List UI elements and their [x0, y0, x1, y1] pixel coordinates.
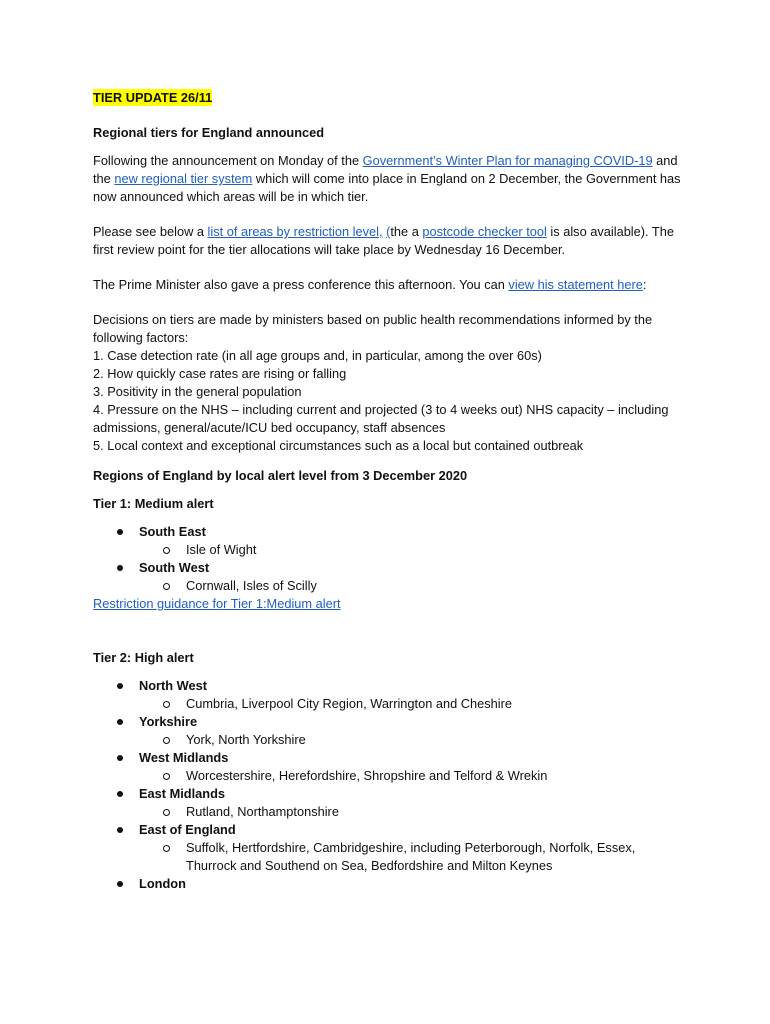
tier1-title: Tier 1: Medium alert: [93, 496, 214, 511]
tier2-region-list: [93, 677, 683, 893]
area-list: [139, 695, 683, 713]
factors-intro: Decisions on tiers are made by ministers based on public health recommendations informed by the following factors:: [93, 312, 653, 345]
areas-list-link[interactable]: list of areas by restriction level,: [207, 224, 383, 239]
winter-plan-link[interactable]: Government’s Winter Plan for managing COVID-19: [362, 153, 653, 168]
region-item: [93, 785, 683, 821]
factor-item: 4. Pressure on the NHS – including current and projected (3 to 4 weeks out) NHS capacity – including admissions, general/acute/ICU bed occupancy, staff absences: [93, 402, 669, 435]
heading-highlight: TIER UPDATE 26/11: [93, 90, 213, 105]
area-list: [139, 839, 683, 875]
area-list: [139, 803, 683, 821]
tier-system-link[interactable]: new regional tier system: [114, 171, 253, 186]
region-name: Yorkshire: [139, 714, 198, 729]
region-item: [93, 677, 683, 713]
statement-link[interactable]: view his statement here: [508, 277, 643, 292]
region-item: [93, 875, 683, 893]
para1-text-3: which will come into place in England on 2 December, the Government has now announced which areas will be in which tier.: [93, 171, 681, 204]
tier1-guidance-paragraph: [93, 595, 683, 613]
para2-text-1: Please see below a: [93, 224, 208, 239]
press-paragraph: [93, 276, 683, 294]
area-item: Rutland, Northamptonshire: [139, 803, 683, 821]
factor-item: 3. Positivity in the general population: [93, 384, 302, 399]
region-item: [93, 523, 683, 559]
area-list: [139, 577, 683, 595]
para1-text-1: Following the announcement on Monday of the: [93, 153, 363, 168]
postcode-checker-link[interactable]: postcode checker tool: [422, 224, 547, 239]
area-item: Worcestershire, Herefordshire, Shropshire and Telford & Wrekin: [139, 767, 683, 785]
document-heading: [93, 89, 683, 107]
paren-link[interactable]: (: [386, 224, 391, 239]
region-name: South West: [139, 560, 210, 575]
region-item: [93, 749, 683, 785]
area-list: [139, 767, 683, 785]
list-paragraph: [93, 223, 683, 259]
para2-text-4: is also available). The first review point for the tier allocations will take place by Wednesday 16 December.: [93, 224, 674, 257]
factor-item: 2. How quickly case rates are rising or falling: [93, 366, 347, 381]
area-list: [139, 541, 683, 559]
document-page: [93, 89, 683, 893]
region-name: East Midlands: [139, 786, 226, 801]
area-list: [139, 731, 683, 749]
tier1-guidance-link[interactable]: Restriction guidance for Tier 1:Medium alert: [93, 596, 341, 611]
region-name: South East: [139, 524, 206, 539]
para2-text-3: the a: [390, 224, 423, 239]
region-item: [93, 713, 683, 749]
para3-text-1: The Prime Minister also gave a press conference this afternoon. You can: [93, 277, 509, 292]
tier1-region-list: [93, 523, 683, 595]
factor-item: 5. Local context and exceptional circumstances such as a local but contained outbreak: [93, 438, 584, 453]
subheading: Regional tiers for England announced: [93, 125, 325, 140]
area-item: York, North Yorkshire: [139, 731, 683, 749]
area-item: Isle of Wight: [139, 541, 683, 559]
region-item: [93, 821, 683, 875]
region-item: [93, 559, 683, 595]
factor-item: 1. Case detection rate (in all age groups and, in particular, among the over 60s): [93, 348, 542, 363]
area-item: Cumbria, Liverpool City Region, Warrington and Cheshire: [139, 695, 683, 713]
region-name: East of England: [139, 822, 236, 837]
intro-paragraph: [93, 152, 683, 206]
tier2-title: Tier 2: High alert: [93, 650, 194, 665]
region-name: London: [139, 876, 186, 891]
region-name: West Midlands: [139, 750, 229, 765]
factors-block: [93, 311, 683, 455]
area-item: Cornwall, Isles of Scilly: [139, 577, 683, 595]
area-item: Suffolk, Hertfordshire, Cambridgeshire, including Peterborough, Norfolk, Essex, Thurrock and Southend on Sea, Bedfordshire and Milton Keynes: [139, 839, 683, 875]
para1-text-2: and the: [93, 153, 678, 186]
region-name: North West: [139, 678, 208, 693]
para3-text-2: :: [642, 277, 647, 292]
regions-heading: Regions of England by local alert level from 3 December 2020: [93, 468, 468, 483]
